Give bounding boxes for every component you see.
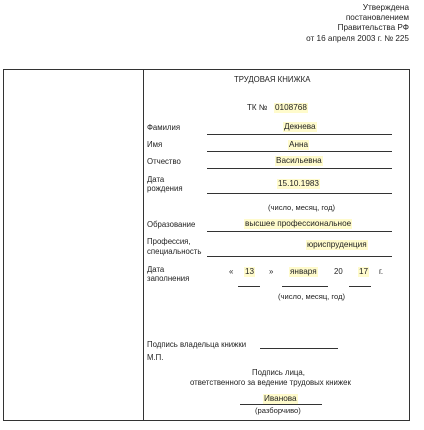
responsible-name-value: Иванова (264, 394, 297, 403)
responsible-label-2: ответственного за ведение трудовых книжек (190, 378, 351, 387)
surname-value: Декнева (284, 122, 316, 131)
fill-quote-close: » (269, 267, 274, 276)
book-number: 0108768 (275, 103, 307, 112)
fill-year-suffix: г. (379, 267, 384, 276)
birth-date-hint: (число, месяц, год) (268, 203, 336, 212)
birth-date-line (207, 193, 392, 194)
approval-line-2: постановлением (345, 13, 409, 23)
book-title: ТРУДОВАЯ КНИЖКА (234, 75, 311, 84)
fill-day-line (238, 286, 260, 287)
fill-month-line (282, 286, 328, 287)
approval-line-1: Утверждена (362, 3, 409, 12)
fill-century: 20 (334, 267, 343, 276)
employment-record-book-form (3, 69, 410, 421)
name-line (207, 151, 392, 152)
patronymic-label: Отчество (147, 157, 181, 166)
fill-date-hint: (число, месяц, год) (278, 292, 346, 301)
education-value: высшее профессиональное (245, 219, 352, 228)
responsible-label-1: Подпись лица, (252, 368, 305, 377)
profession-value: юриспруденция (307, 240, 367, 249)
responsible-name-hint: (разборчиво) (255, 406, 301, 415)
fill-month-value: января (290, 267, 317, 276)
name-value: Анна (289, 140, 309, 149)
patronymic-line (207, 168, 392, 169)
profession-label-1: Профессия, (147, 237, 191, 246)
book-number-prefix: ТК № (247, 103, 268, 112)
profession-label-2: специальность (147, 247, 202, 256)
owner-signature-label: Подпись владельца книжки (147, 340, 247, 349)
birth-label-2: рождения (147, 184, 183, 193)
profession-line (207, 256, 392, 257)
patronymic-value: Васильевна (276, 156, 322, 165)
approval-line-4: от 16 апреля 2003 г. № 225 (306, 33, 409, 43)
fill-year-line (349, 286, 371, 287)
fill-day-value: 13 (245, 267, 255, 276)
book-left-panel (4, 70, 144, 420)
owner-signature-line (260, 348, 338, 349)
approval-note (306, 3, 409, 44)
stamp-place: М.П. (147, 353, 164, 362)
education-line (207, 231, 392, 232)
education-label: Образование (147, 220, 196, 229)
surname-label: Фамилия (147, 123, 181, 132)
fill-year-value: 17 (359, 267, 369, 276)
fill-date-label-2: заполнения (147, 274, 190, 283)
name-label: Имя (147, 140, 163, 149)
approval-line-3: Правительства РФ (337, 23, 409, 33)
birth-label-1: Дата (147, 175, 165, 184)
responsible-name-line (240, 404, 322, 405)
birth-date-value: 15.10.1983 (278, 179, 319, 188)
fill-quote-open: « (229, 267, 234, 276)
fill-date-label-1: Дата (147, 265, 165, 274)
surname-line (207, 134, 392, 135)
